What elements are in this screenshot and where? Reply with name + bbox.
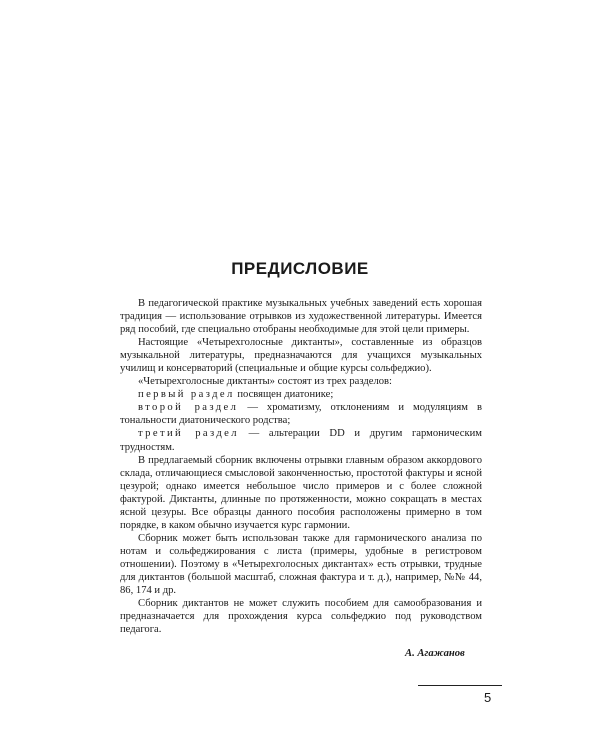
section-1-item: [120, 388, 482, 401]
footer-divider: [418, 685, 502, 686]
section-3-item: [120, 427, 482, 453]
paragraph-4: В предлагаемый сборник включены отрывки главным образом аккордового склада, отличающиеся смысловой законченностью, простотой фактуры и ясной цезурой; однако имеется небольшое число примеров и с более сложной фактурой. Диктанты, длинные по протяженности, можно сокращать в местах ясной цезуры. Все образцы данного пособия расположены примерно в том порядке, в каком обычно изучается курс гармонии.: [120, 454, 482, 531]
section-2-name: второй раздел: [138, 402, 239, 414]
paragraph-1: В педагогической практике музыкальных учебных заведений есть хорошая традиция — использование отрывков из художественной литературы. Имеется ряд пособий, где специально отобраны необходимые для этой цели примеры.: [120, 298, 482, 336]
section-2-item: [120, 401, 482, 427]
paragraph-2: Настоящие «Четырехголосные диктанты», составленные из образцов музыкальной литературы, предназначаются для учащихся музыкальных училищ и консерваторий (специальные и общие курсы сольфеджио).: [120, 337, 482, 375]
section-1-name: первый раздел: [138, 389, 235, 401]
section-2-text: — хроматизму, отклонениям и модуляциям в тональности диатонического родства;: [120, 402, 482, 427]
paragraph-6: Сборник диктантов не может служить пособием для самообразования и предназначается для прохождения курса сольфеджио под руководством педагога.: [120, 598, 482, 636]
section-1-text: посвящен диатонике;: [237, 389, 334, 401]
preface-body: [120, 297, 482, 636]
section-3-text: — альтерации DD и другим гармоническим трудностям.: [120, 428, 482, 453]
page-number: 5: [484, 690, 492, 705]
paragraph-3: «Четырехголосные диктанты» состоят из трех разделов:: [138, 376, 392, 388]
author-signature: А. Агажанов: [405, 648, 465, 659]
paragraph-5: Сборник может быть использован также для гармонического анализа по нотам и сольфеджирования с листа (примеры, удобные в регистровом отношении). Поэтому в «Четырехголосных диктантах» есть отрывки, трудные для диктантов (большой масштаб, сложная фактура и т. д.), например, №№ 44, 86, 174 и др.: [120, 532, 482, 597]
page-title: ПРЕДИСЛОВИЕ: [231, 259, 369, 278]
section-3-name: третий раздел: [138, 428, 239, 440]
